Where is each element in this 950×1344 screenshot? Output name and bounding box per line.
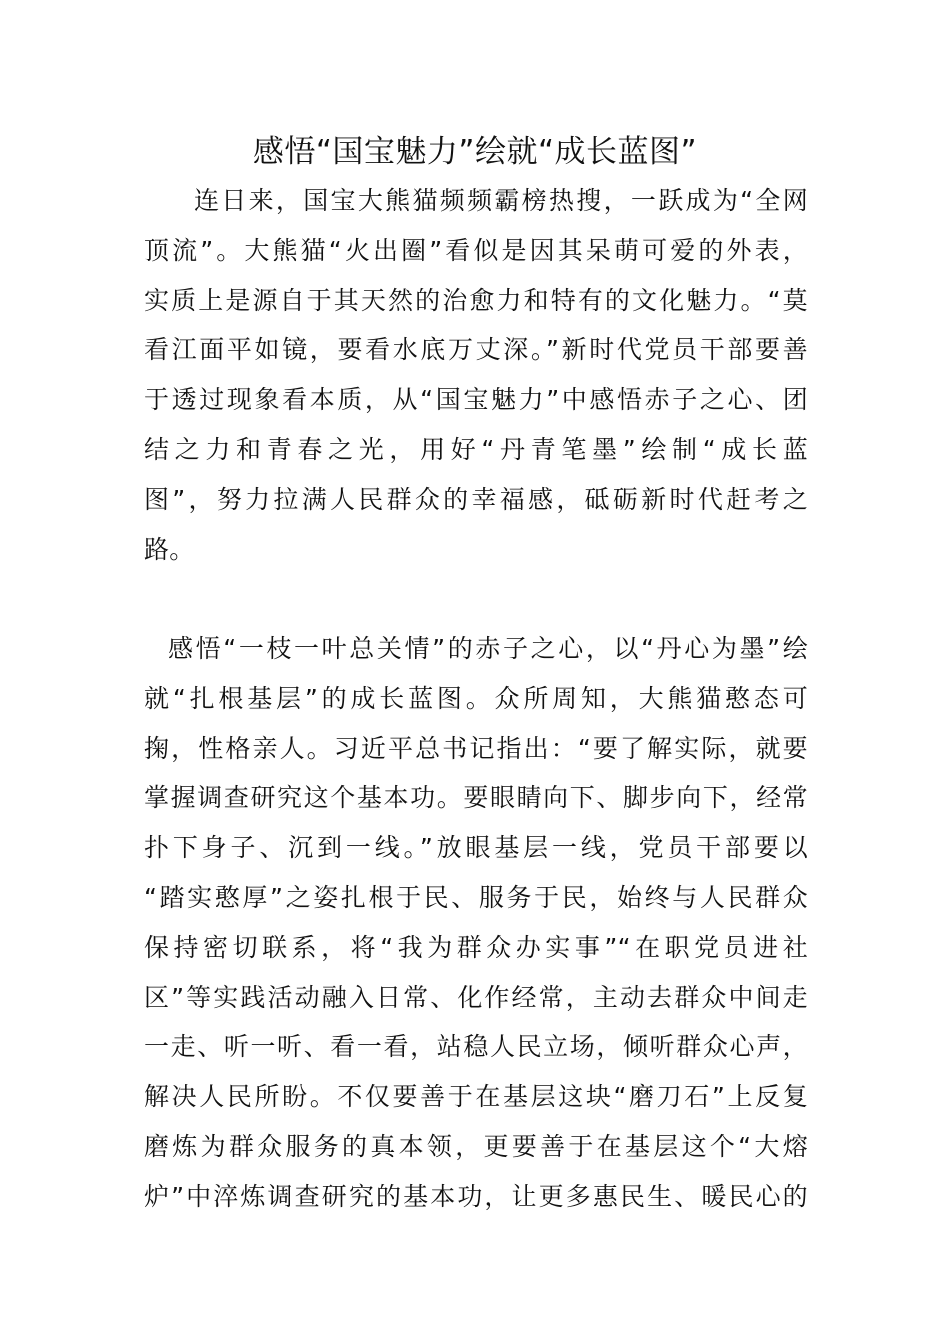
paragraph-line: 感悟“一枝一叶总关情”的赤子之心，以“丹心为墨”绘 <box>168 634 808 663</box>
paragraph-line: 图”，努力拉满人民群众的幸福感，砥砺新时代赶考之 <box>144 484 808 514</box>
paragraph-line: 扑下身子、沉到一线。”放眼基层一线，党员干部要以 <box>144 833 808 863</box>
paragraph-line: 就“扎根基层”的成长蓝图。众所周知，大熊猫憨态可 <box>144 683 808 713</box>
paragraph-line: 实质上是源自于其天然的治愈力和特有的文化魅力。“莫 <box>144 285 808 315</box>
paragraph-line: 掌握调查研究这个基本功。要眼睛向下、脚步向下，经常 <box>144 783 808 813</box>
paragraph-line: 炉”中淬炼调查研究的基本功，让更多惠民生、暖民心的 <box>144 1181 808 1211</box>
paragraph-1 <box>144 176 808 574</box>
paragraph-line: 顶流”。大熊猫“火出圈”看似是因其呆萌可爱的外表， <box>144 235 808 265</box>
paragraph-line: 路。 <box>144 534 195 564</box>
paragraph-line: 掬，性格亲人。习近平总书记指出：“要了解实际，就要 <box>144 733 808 763</box>
paragraph-line: 结之力和青春之光，用好“丹青笔墨”绘制“成长蓝 <box>144 434 808 464</box>
paragraph-line: 看江面平如镜，要看水底万丈深。”新时代党员干部要善 <box>144 335 808 365</box>
paragraph-line: 保持密切联系，将“我为群众办实事”“在职党员进社 <box>144 932 808 962</box>
paragraph-line: 磨炼为群众服务的真本领，更要善于在基层这个“大熔 <box>144 1131 808 1161</box>
paragraph-line: 连日来，国宝大熊猫频频霸榜热搜，一跃成为“全网 <box>194 186 808 215</box>
paragraph-line: 区”等实践活动融入日常、化作经常，主动去群众中间走 <box>144 982 808 1012</box>
paragraph-2 <box>144 624 808 1222</box>
paragraph-line: 于透过现象看本质，从“国宝魅力”中感悟赤子之心、团 <box>144 385 808 415</box>
paragraph-line: “踏实憨厚”之姿扎根于民、服务于民，始终与人民群众 <box>144 882 808 912</box>
paragraph-line: 解决人民所盼。不仅要善于在基层这块“磨刀石”上反复 <box>144 1082 808 1112</box>
document-title: 感悟“国宝魅力”绘就“成长蓝图” <box>252 134 698 170</box>
paragraph-line: 一走、听一听、看一看，站稳人民立场，倾听群众心声， <box>144 1032 808 1062</box>
